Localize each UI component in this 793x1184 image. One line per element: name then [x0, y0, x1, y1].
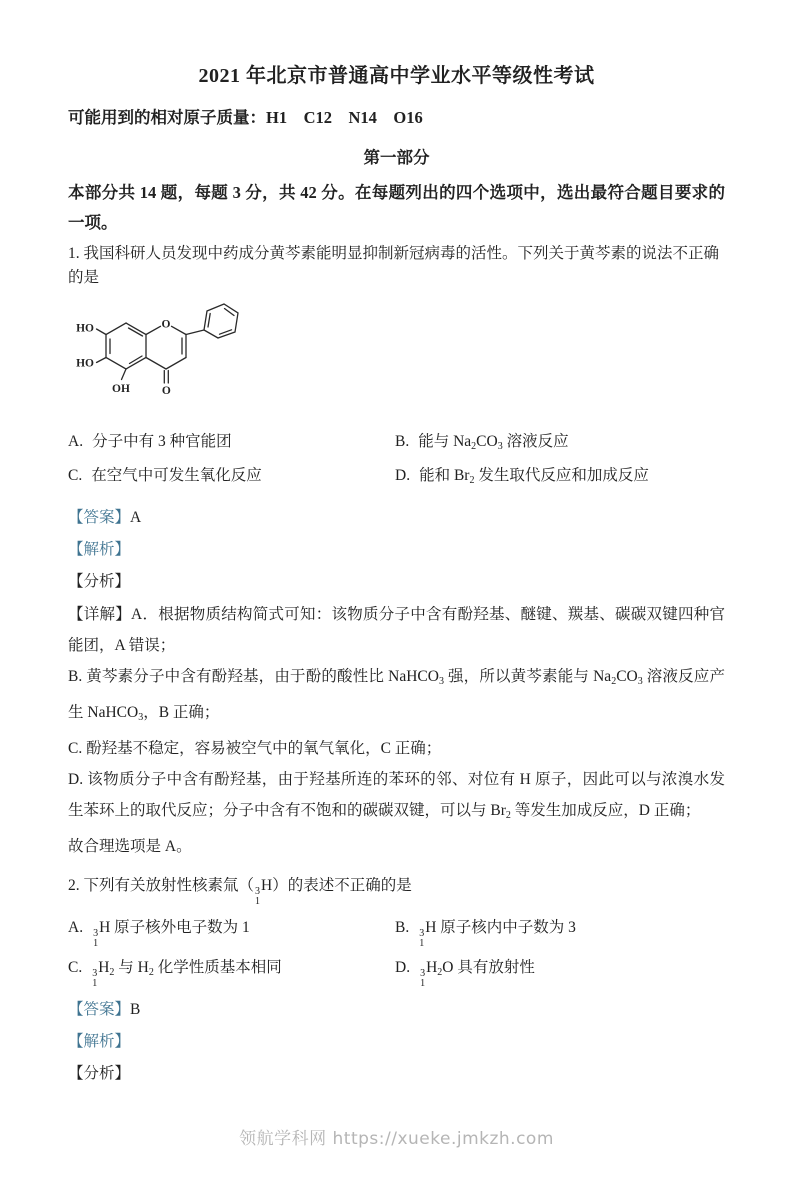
hydroxyl-label-top: HO [76, 322, 94, 335]
fenxi-tag: 【分析】 [68, 573, 131, 590]
hydroxyl-label-middle: HO [76, 357, 94, 370]
q1-conclusion: 故合理选项是 A。 [68, 838, 192, 855]
jiexi-tag: 【解析】 [68, 1033, 131, 1050]
q1-option-b-text: 能与 $Na_2CO_3$ 溶液反应 [418, 433, 569, 452]
exam-page [0, 62, 793, 1089]
part-one-heading: 第一部分 [363, 148, 430, 167]
answer-tag: 【答案】 [68, 1001, 131, 1018]
q1-option-d [395, 461, 725, 495]
q2-option-d-text: 3 1 $H_2O$ 具有放射性 [420, 959, 535, 989]
q2-option-d [395, 948, 725, 993]
q1-answer-line [68, 503, 725, 533]
question-1-options [68, 427, 725, 495]
q1-detail-c: C. 酚羟基不稳定，容易被空气中的氧气氧化，C 正确； [68, 740, 442, 757]
q1-option-d-text: 能和 $Br_2$ 发生取代反应和加成反应 [419, 467, 649, 486]
q2-answer-value: B [130, 1001, 141, 1018]
footer-watermark: 领航学科网 https://xueke.jmkzh.com [239, 1129, 554, 1149]
part-one-instructions: 本部分共 14 题，每题 3 分，共 42 分。在每题列出的四个选项中，选出最符合题目要求的一项。 [68, 183, 725, 232]
molecule-svg [69, 296, 267, 402]
q1-option-c [68, 461, 395, 495]
q2-jiexi-line [68, 1027, 725, 1057]
exam-title: 2021 年北京市普通高中学业水平等级性考试 [198, 65, 595, 87]
ring-oxygen-label: O [161, 318, 171, 331]
fenxi-tag: 【分析】 [68, 1065, 131, 1082]
q2-option-a [68, 908, 395, 948]
carbonyl-oxygen-label: O [161, 385, 171, 397]
q1-option-a [68, 427, 395, 461]
q1-detail-d: D. 该物质分子中含有酚羟基，由于羟基所连的苯环的邻、对位有 H 原子，因此可以与浓溴水发生苯环上的取代反应；分子中含有不饱和的碳碳双键，可以与 $Br_2$ 等发生加成反应，D 正确； [68, 771, 725, 821]
q1-option-c-text: 在空气中可发生氧化反应 [91, 467, 262, 484]
q1-answer-value: A [130, 509, 142, 526]
baicalein-structure-diagram [69, 296, 725, 407]
question-1-stem: 1. 我国科研人员发现中药成分黄芩素能明显抑制新冠病毒的活性。下列关于黄芩素的说法不正确的是 [68, 245, 720, 286]
jiexi-tag: 【解析】 [68, 541, 131, 558]
q1-option-a-label: A. [68, 433, 84, 450]
answer-tag: 【答案】 [68, 509, 131, 526]
q2-option-a-label: A. [68, 919, 84, 936]
q2-option-b-label: B. [395, 919, 410, 936]
q2-option-d-label: D. [395, 959, 411, 976]
q2-option-b [395, 908, 725, 948]
q1-option-a-text: 分子中有 3 种官能团 [92, 433, 232, 450]
q2-option-b-text: 3 1 H 原子核内中子数为 3 [419, 919, 576, 949]
q2-option-c [68, 948, 395, 993]
q1-fenxi-line [68, 567, 725, 597]
q1-jiexi-line [68, 535, 725, 565]
q2-option-c-label: C. [68, 959, 83, 976]
q1-option-b-label: B. [395, 433, 410, 450]
q1-detail-b: B. 黄芩素分子中含有酚羟基，由于酚的酸性比 NaHCO$_3$ 强，所以黄芩素能与 $Na_2CO_3$ 溶液反应产生 NaHCO$_3$，B 正确； [68, 668, 725, 723]
hydroxyl-label-bottom: OH [112, 383, 130, 395]
atomic-mass-note: 可能用到的相对原子质量：H1 C12 N14 O16 [68, 108, 423, 127]
q1-option-d-label: D. [395, 467, 411, 484]
question-2-options [68, 908, 725, 993]
q2-option-a-text: 3 1 H 原子核外电子数为 1 [93, 919, 250, 949]
q2-fenxi-line [68, 1059, 725, 1089]
q1-detail-a: 【详解】A．根据物质结构简式可知：该物质分子中含有酚羟基、醚键、羰基、碳碳双键四种官能团，A 错误； [68, 606, 725, 654]
q1-option-c-label: C. [68, 467, 83, 484]
q2-answer-line [68, 995, 725, 1025]
q1-option-b [395, 427, 725, 461]
q2-option-c-text: 3 1 $H_2$ 与 $H_2$ 化学性质基本相同 [92, 959, 282, 989]
question-2-stem: 2. 下列有关放射性核素氚（ 3 1 H）的表述不正确的是 [68, 877, 412, 907]
